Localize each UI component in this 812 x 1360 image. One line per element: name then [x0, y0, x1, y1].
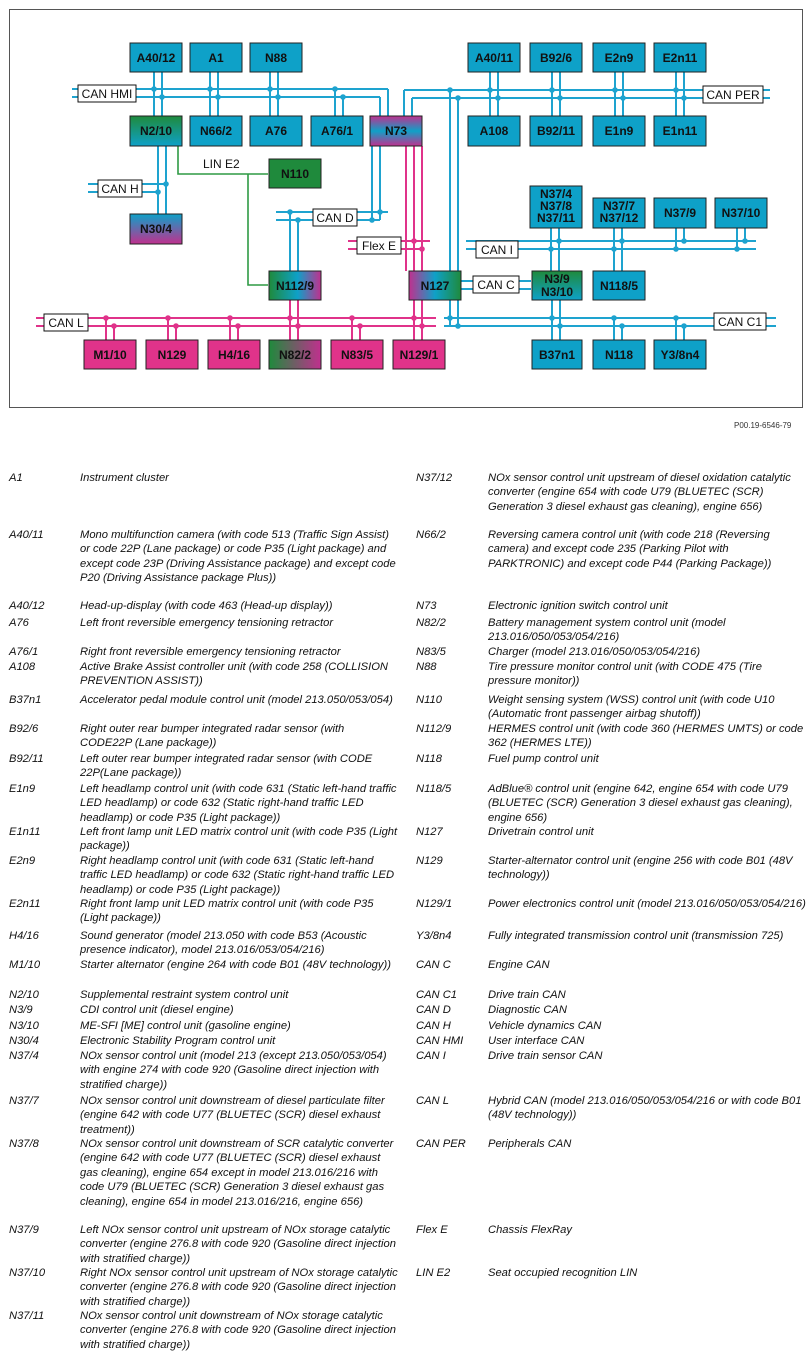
junction-dot [332, 86, 338, 92]
legend-description: Active Brake Assist controller unit (with code 258 (COLLISION PREVENTION ASSIST)) [80, 661, 388, 688]
legend-description: Diagnostic CAN [488, 1004, 567, 1016]
legend-code: N2/10 [9, 989, 39, 1001]
legend-code: CAN H [416, 1020, 451, 1032]
svg-text:N88: N88 [264, 51, 288, 65]
junction-dot [295, 217, 301, 223]
node-n112-9 [269, 271, 321, 300]
junction-dot [742, 238, 748, 244]
legend-code: H4/16 [9, 930, 39, 942]
svg-text:E1n9: E1n9 [604, 124, 634, 138]
node-n83-5 [331, 340, 383, 369]
svg-text:B92/11: B92/11 [536, 124, 576, 138]
junction-dot [235, 323, 241, 329]
legend-code: M1/10 [9, 959, 41, 971]
legend-description: NOx sensor control unit downstream of diesel particulate filter (engine 642 with code U77 (BLUETEC (SCR) diesel exhaust treatment)) [80, 1095, 385, 1136]
node-e1n11 [654, 116, 706, 146]
junction-dot [165, 315, 171, 321]
junction-dot [287, 315, 293, 321]
legend-code: CAN L [416, 1095, 449, 1107]
node-n110 [269, 159, 321, 188]
legend-code: N37/8 [9, 1138, 39, 1150]
node-b37n1 [532, 340, 582, 369]
legend-code: CAN I [416, 1050, 446, 1062]
legend-code: E1n9 [9, 783, 36, 795]
junction-dot [548, 246, 554, 252]
legend-code: CAN PER [416, 1138, 466, 1150]
legend-description: Battery management system control unit (model 213.016/050/053/054/216) [488, 617, 726, 644]
legend-description: Right front lamp unit LED matrix control unit (with code P35 (Light package)) [80, 898, 374, 925]
can-c-label [473, 276, 519, 293]
junction-dot [447, 315, 453, 321]
svg-text:LIN E2: LIN E2 [203, 157, 240, 171]
legend-description: Drive train sensor CAN [488, 1050, 603, 1062]
legend-description: Supplemental restraint system control unit [80, 989, 289, 1001]
legend-code: LIN E2 [416, 1267, 451, 1279]
legend-description: Peripherals CAN [488, 1138, 572, 1150]
svg-text:N118: N118 [604, 348, 634, 362]
svg-text:N37/4: N37/4 [539, 187, 573, 201]
junction-dot [447, 87, 453, 93]
network-topology-diagram [0, 0, 812, 412]
legend-code: Flex E [416, 1224, 448, 1236]
junction-dot [155, 189, 161, 195]
junction-dot [227, 315, 233, 321]
node-a40-12 [130, 43, 182, 72]
node-a108 [468, 116, 520, 146]
junction-dot [673, 315, 679, 321]
junction-dot [173, 323, 179, 329]
svg-text:N127: N127 [420, 279, 450, 293]
junction-dot [349, 315, 355, 321]
legend-description: Charger (model 213.016/050/053/054/216) [488, 646, 701, 658]
legend-description: Electronic ignition switch control unit [488, 600, 668, 612]
junction-dot [619, 238, 625, 244]
svg-text:CAN C: CAN C [477, 278, 515, 292]
legend-code: N37/12 [416, 472, 453, 484]
svg-text:H4/16: H4/16 [217, 348, 251, 362]
legend-code: N37/10 [9, 1267, 46, 1279]
legend-description: Accelerator pedal module control unit (model 213.050/053/054) [80, 694, 393, 706]
legend-code: N110 [416, 694, 442, 706]
node-b92-11 [530, 116, 582, 146]
legend-code: N3/9 [9, 1004, 33, 1016]
svg-text:N73: N73 [384, 124, 408, 138]
svg-text:CAN H: CAN H [101, 182, 139, 196]
legend-code: CAN C1 [416, 989, 458, 1001]
node-n2-10 [130, 116, 182, 146]
svg-text:CAN D: CAN D [316, 211, 354, 225]
legend-description: AdBlue® control unit (engine 642, engine 654 with code U79 (BLUETEC (SCR) Generation 3 diesel exhaust gas cleaning), engine 656) [488, 783, 793, 824]
junction-dot [419, 323, 425, 329]
svg-text:Flex E: Flex E [361, 239, 397, 253]
legend-description: Seat occupied recognition LIN [488, 1267, 638, 1279]
junction-dot [620, 95, 626, 101]
junction-dot [377, 209, 383, 215]
legend-description: Drive train CAN [488, 989, 566, 1001]
svg-text:A40/12: A40/12 [136, 51, 176, 65]
legend-description: NOx sensor control unit downstream of NOx storage catalytic converter (engine 276.8 with code 920 (Gasoline direct injection with stratified charge)) [80, 1310, 396, 1351]
junction-dot [455, 323, 461, 329]
junction-dot [487, 87, 493, 93]
legend-description: Fuel pump control unit [488, 753, 599, 765]
svg-text:N3/10: N3/10 [540, 285, 574, 299]
node-n88 [250, 43, 302, 72]
legend-description: Engine CAN [488, 959, 550, 971]
junction-dot [556, 238, 562, 244]
svg-text:CAN I: CAN I [480, 243, 514, 257]
svg-text:Y3/8n4: Y3/8n4 [660, 348, 700, 362]
junction-dot [369, 217, 375, 223]
svg-text:N37/10: N37/10 [721, 206, 761, 220]
node-n66-2 [190, 116, 242, 146]
legend-description: Weight sensing system (WSS) control unit (with code U10 (Automatic front passenger airbag shutoff)) [488, 694, 775, 721]
legend-code: N37/11 [9, 1310, 45, 1322]
svg-text:N118/5: N118/5 [599, 279, 639, 293]
legend-code: E2n11 [9, 898, 41, 910]
legend-description: Instrument cluster [80, 472, 169, 484]
node-a76-1 [311, 116, 363, 146]
svg-text:N110: N110 [280, 167, 310, 181]
svg-text:N66/2: N66/2 [199, 124, 233, 138]
junction-dot [207, 86, 213, 92]
svg-text:E1n11: E1n11 [662, 124, 698, 138]
legend-code: A40/11 [9, 529, 44, 541]
node-n129 [146, 340, 198, 369]
junction-dot [681, 238, 687, 244]
junction-dot [275, 94, 281, 100]
node-n73 [370, 116, 422, 146]
node-n37-4-8-11 [530, 186, 582, 228]
svg-text:B37n1: B37n1 [538, 348, 576, 362]
svg-text:CAN C1: CAN C1 [717, 315, 763, 329]
junction-dot [549, 315, 555, 321]
legend-code: N129/1 [416, 898, 453, 910]
can-h-label [98, 180, 142, 197]
svg-text:CAN PER: CAN PER [706, 88, 760, 102]
node-n37-9 [654, 198, 706, 228]
legend-code: E1n11 [9, 826, 41, 838]
node-n82-2 [269, 340, 321, 369]
legend-code: CAN HMI [416, 1035, 464, 1047]
legend-description: Mono multifunction camera (with code 513 (Traffic Sign Assist) or code 22P (Lane package) or code P35 (Light package) and except code 23P (Driving Assistance package) and except code P20 (Driving Assistance package Plus)) [80, 529, 396, 585]
legend-description: Hybrid CAN (model 213.016/050/053/054/216 or with code B01 (48V technology)) [488, 1095, 802, 1122]
legend-code: N83/5 [416, 646, 446, 658]
svg-text:A76/1: A76/1 [320, 124, 354, 138]
svg-text:A108: A108 [479, 124, 509, 138]
node-n3-9-10 [532, 271, 582, 300]
junction-dot [673, 87, 679, 93]
node-n30-4 [130, 214, 182, 244]
junction-dot [611, 315, 617, 321]
legend-code: N30/4 [9, 1035, 39, 1047]
legend-description: Drivetrain control unit [488, 826, 594, 838]
node-n129-1 [393, 340, 445, 369]
svg-text:N2/10: N2/10 [139, 124, 173, 138]
svg-text:N82/2: N82/2 [278, 348, 312, 362]
junction-dot [495, 95, 501, 101]
svg-text:N112/9: N112/9 [275, 279, 315, 293]
junction-dot [287, 209, 293, 215]
junction-dot [681, 323, 687, 329]
legend-description: Tire pressure monitor control unit (with CODE 475 (Tire pressure monitor)) [488, 661, 762, 688]
junction-dot [455, 95, 461, 101]
legend-description: Left front lamp unit LED matrix control unit (with code P35 (Light package)) [80, 826, 398, 853]
svg-text:E2n9: E2n9 [604, 51, 634, 65]
junction-dot [163, 181, 169, 187]
legend-code: N3/10 [9, 1020, 39, 1032]
legend-code: B92/11 [9, 753, 44, 765]
svg-text:A76: A76 [264, 124, 288, 138]
legend-description: Right headlamp control unit (with code 631 (Static left-hand traffic LED headlamp) or code 632 (Static right-hand traffic LED headlamp) or code P35 (Light package)) [80, 855, 395, 896]
junction-dot [557, 323, 563, 329]
junction-dot [267, 86, 273, 92]
junction-dot [340, 94, 346, 100]
svg-text:N37/11: N37/11 [536, 211, 576, 225]
junction-dot [215, 94, 221, 100]
legend-code: B92/6 [9, 723, 39, 735]
legend-description: HERMES control unit (with code 360 (HERMES UMTS) or code 362 (HERMES LTE)) [488, 723, 804, 750]
junction-dot [549, 87, 555, 93]
legend-code: N127 [416, 826, 443, 838]
node-h4-16 [208, 340, 260, 369]
legend-code: N88 [416, 661, 437, 673]
legend-code: N118 [416, 753, 442, 765]
svg-text:N37/8: N37/8 [539, 199, 573, 213]
can-c1-label [714, 313, 766, 330]
legend-description: NOx sensor control unit downstream of SCR catalytic converter (engine 642 with code U77 (BLUETEC (SCR) diesel exhaust gas cleaning), engine 654 except in model 213.016/216 with code U79 (BLUETEC (SCR) Generation 3 diesel exhaust gas cleaning), engine 654 in model 213.016/216, engine 656) [80, 1138, 394, 1208]
can-i-label [476, 241, 518, 258]
junction-dot [111, 323, 117, 329]
legend-description: Right front reversible emergency tensioning retractor [80, 646, 341, 658]
legend-description: Electronic Stability Program control unit [80, 1035, 276, 1047]
node-n127 [409, 271, 461, 300]
legend-code: B37n1 [9, 694, 42, 706]
junction-dot [295, 323, 301, 329]
legend-description: Right NOx sensor control unit upstream of NOx storage catalytic converter (engine 276.8 with code 920 (Gasoline direct injection with stratified charge)) [80, 1267, 398, 1308]
legend-code: N37/4 [9, 1050, 39, 1062]
svg-text:A1: A1 [208, 51, 224, 65]
legend-code: N37/7 [9, 1095, 39, 1107]
legend-description: Left NOx sensor control unit upstream of NOx storage catalytic converter (engine 276.8 with code 920 (Gasoline direct injection with stratified charge)) [80, 1224, 396, 1265]
legend-code: N129 [416, 855, 443, 867]
legend-description: Head-up-display (with code 463 (Head-up display)) [80, 600, 333, 612]
svg-text:N129: N129 [157, 348, 187, 362]
legend-code: A76/1 [9, 646, 39, 658]
legend-code: N112/9 [416, 723, 452, 735]
lin-e2-label [203, 157, 240, 171]
junction-dot [151, 86, 157, 92]
legend-description: User interface CAN [488, 1035, 585, 1047]
legend-description: Fully integrated transmission control unit (transmission 725) [488, 930, 784, 942]
node-e2n9 [593, 43, 645, 72]
node-a76 [250, 116, 302, 146]
svg-text:N83/5: N83/5 [340, 348, 374, 362]
legend-description: Vehicle dynamics CAN [488, 1020, 602, 1032]
legend-description: ME-SFI [ME] control unit (gasoline engine) [80, 1020, 291, 1032]
junction-dot [734, 246, 740, 252]
node-m1-10 [84, 340, 136, 369]
junction-dot [611, 246, 617, 252]
legend-code: CAN C [416, 959, 451, 971]
junction-dot [619, 323, 625, 329]
svg-text:CAN L: CAN L [48, 316, 84, 330]
legend-description: Left outer rear bumper integrated radar sensor (with CODE 22P(Lane package)) [80, 753, 373, 780]
can-d-label [313, 209, 357, 226]
node-b92-6 [530, 43, 582, 72]
junction-dot [159, 94, 165, 100]
legend-code: A1 [9, 472, 23, 484]
legend-code: N82/2 [416, 617, 446, 629]
node-n118-5 [593, 271, 645, 300]
junction-dot [681, 95, 687, 101]
svg-text:E2n11: E2n11 [662, 51, 698, 65]
legend-description: NOx sensor control unit upstream of diesel oxidation catalytic converter (engine 654 with code U79 (BLUETEC (SCR) Generation 3 diesel exhaust gas cleaning), engine 656) [488, 472, 791, 513]
junction-dot [411, 238, 417, 244]
node-e2n11 [654, 43, 706, 72]
legend-description: Reversing camera control unit (with code 218 (Reversing camera) and except code 235 (Parking Pilot with PARKTRONIC) and except code P44 (Parking Package)) [488, 529, 772, 570]
legend-code: N118/5 [416, 783, 452, 795]
svg-text:B92/6: B92/6 [539, 51, 573, 65]
node-a1 [190, 43, 242, 72]
legend-code: N73 [416, 600, 437, 612]
can-l-label [44, 314, 88, 331]
svg-text:N37/12: N37/12 [599, 211, 639, 225]
junction-dot [612, 87, 618, 93]
legend-code: A76 [9, 617, 29, 629]
legend-description: Power electronics control unit (model 213.016/050/053/054/216) [488, 898, 806, 910]
legend-code: N66/2 [416, 529, 446, 541]
legend-description: NOx sensor control unit (model 213 (except 213.050/053/054) with engine 274 with code 920 (Gasoline direct injection with stratified charge)) [80, 1050, 387, 1091]
node-a40-11 [468, 43, 520, 72]
legend-description: Left front reversible emergency tensioning retractor [80, 617, 334, 629]
legend-code: Y3/8n4 [416, 930, 452, 942]
junction-dot [419, 246, 425, 252]
node-n37-10 [715, 198, 767, 228]
junction-dot [557, 95, 563, 101]
svg-text:CAN HMI: CAN HMI [81, 87, 133, 101]
junction-dot [673, 246, 679, 252]
junction-dot [357, 323, 363, 329]
svg-text:N37/9: N37/9 [663, 206, 697, 220]
figure-reference: P00.19-6546-79 [734, 421, 792, 430]
svg-text:N3/9: N3/9 [544, 272, 570, 286]
can-per-label [703, 86, 763, 103]
legend-description: Chassis FlexRay [488, 1224, 572, 1236]
legend-code: A108 [9, 661, 36, 673]
legend-code: E2n9 [9, 855, 36, 867]
legend-description: CDI control unit (diesel engine) [80, 1004, 234, 1016]
legend-description: Sound generator (model 213.050 with code B53 (Acoustic presence indicator), model 213.016/053/054/216) [80, 930, 367, 957]
junction-dot [411, 315, 417, 321]
legend-description: Starter alternator (engine 264 with code B01 (48V technology)) [80, 959, 391, 971]
flex-e-label [357, 237, 401, 254]
node-y3-8n4 [654, 340, 706, 369]
legend-description: Right outer rear bumper integrated radar sensor (with CODE22P (Lane package)) [80, 723, 345, 750]
svg-text:N129/1: N129/1 [399, 348, 439, 362]
legend-description: Left headlamp control unit (with code 631 (Static left-hand traffic LED headlamp) or code 632 (Static right-hand traffic LED headlamp) or code P35 (Light package)) [80, 783, 397, 824]
legend-code: A40/12 [9, 600, 45, 612]
junction-dot [103, 315, 109, 321]
node-n118 [593, 340, 645, 369]
node-n37-7-12 [593, 198, 645, 228]
legend-description: Starter-alternator control unit (engine 256 with code B01 (48V technology)) [488, 855, 793, 882]
svg-text:N30/4: N30/4 [139, 222, 173, 236]
svg-text:A40/11: A40/11 [474, 51, 514, 65]
node-e1n9 [593, 116, 645, 146]
legend-code: N37/9 [9, 1224, 39, 1236]
legend-code: CAN D [416, 1004, 451, 1016]
svg-text:M1/10: M1/10 [93, 348, 127, 362]
svg-text:N37/7: N37/7 [602, 199, 636, 213]
can-hmi-label [78, 85, 136, 102]
